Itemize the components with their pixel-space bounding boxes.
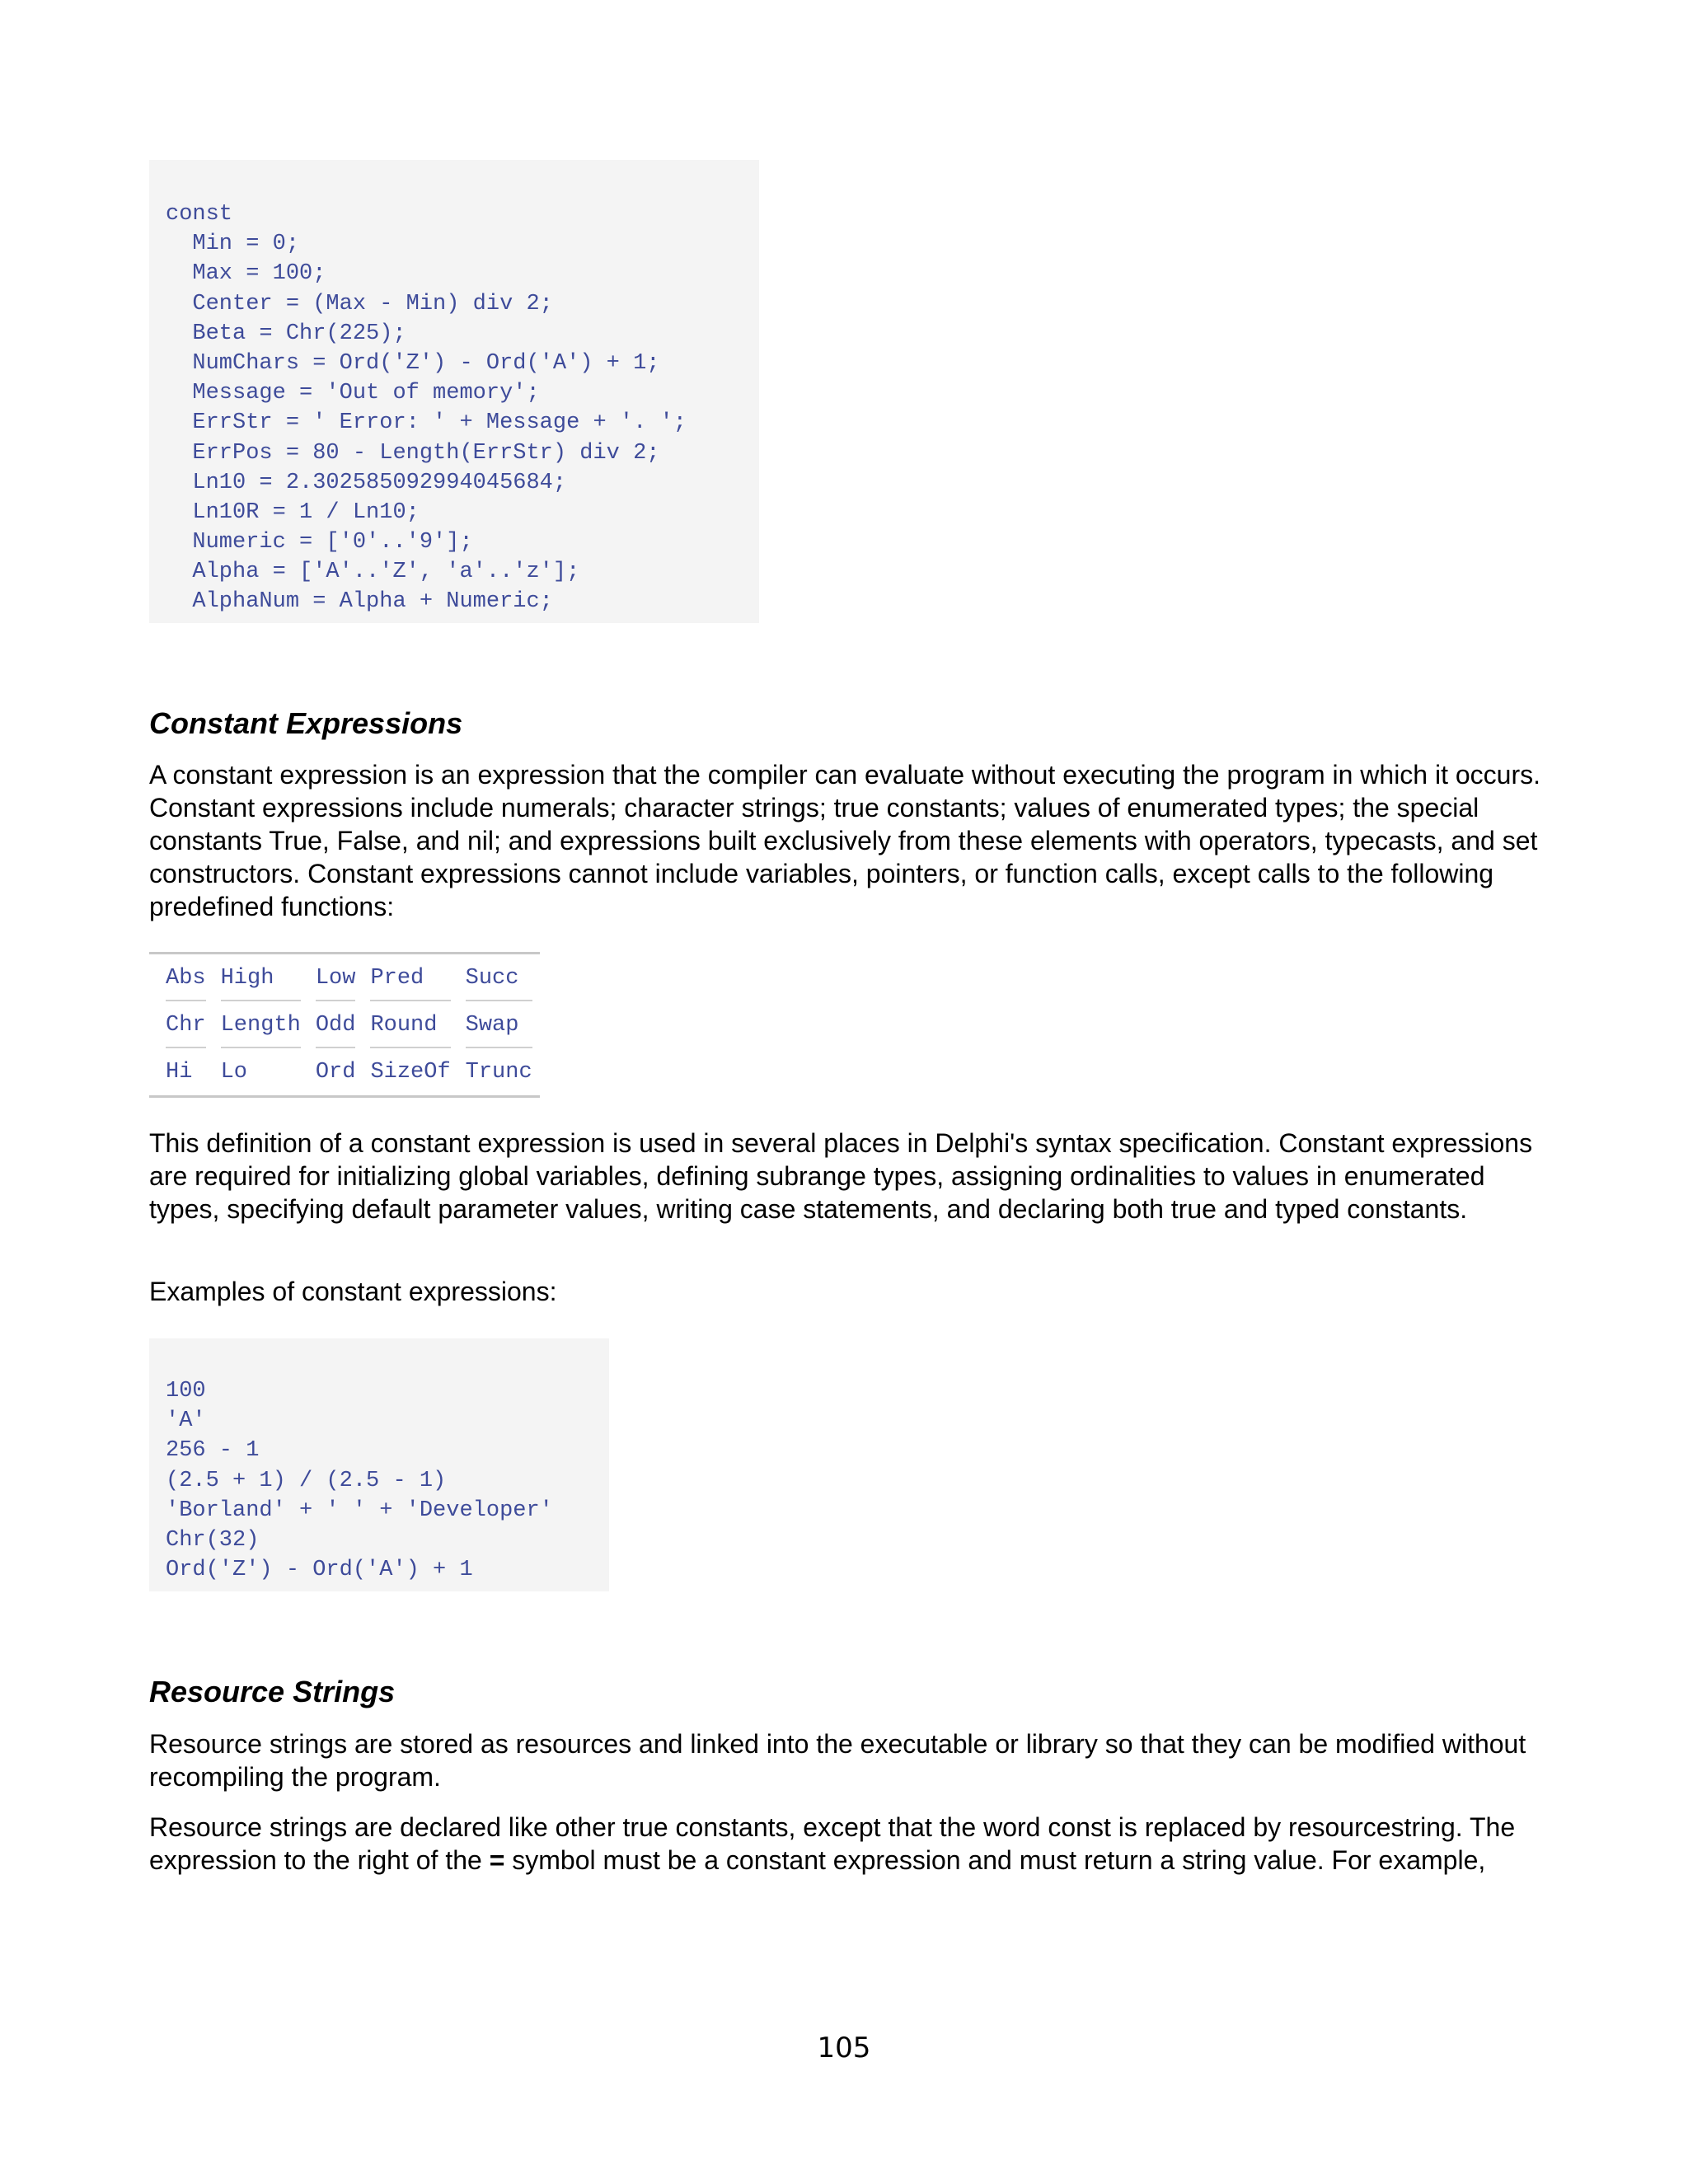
table-cell: Ord (315, 1059, 356, 1085)
table-row (149, 1001, 540, 1048)
code-line: Alpha = ['A'..'Z', 'a'..'z']; (166, 560, 580, 585)
code-line: (2.5 + 1) / (2.5 - 1) (166, 1468, 447, 1493)
section-heading-constant-expressions: Constant Expressions (149, 706, 463, 740)
paragraph-constant-expression-usage: This definition of a constant expression is used in several places in Delphi's syntax specification. Constant expressions are required for initializing global variables, defining subrange types, assigning ordinalities to values in enumerated types, specifying default parameter values, writing case statements, and declaring both true and typed constants. (149, 1128, 1533, 1224)
table-cell: Trunc (465, 1059, 532, 1085)
code-line: Numeric = ['0'..'9']; (166, 530, 473, 555)
code-line: 256 - 1 (166, 1438, 260, 1464)
paragraph-constant-expression-definition: A constant expression is an expression that the compiler can evaluate without executing the program in which it occurs. Constant expressions include numerals; character strings; true constants; values of enumerated types; the special constants True, False, and nil; and expressions built exclusively from these elements with operators, typecasts, and set constructors. Constant expressions cannot include variables, pointers, or function calls, except calls to the following predefined functions: (149, 760, 1541, 921)
table-row (149, 1048, 540, 1095)
code-block-constant-expression-examples (149, 1338, 609, 1591)
table-row (149, 954, 540, 1001)
table-cell: Chr (149, 1001, 213, 1048)
table-cell: Low (308, 954, 363, 1001)
page-number: 105 (817, 2032, 871, 2064)
paragraph-resource-strings-declaration (149, 1811, 1550, 1877)
code-line: Ln10R = 1 / Ln10; (166, 499, 420, 525)
code-line: Min = 0; (166, 232, 300, 257)
table-cell: Succ (458, 954, 540, 1001)
table-cell: Pred (363, 954, 457, 1001)
code-line: Chr(32) (166, 1527, 260, 1553)
section-heading-resource-strings: Resource Strings (149, 1675, 396, 1708)
table-cell: Length (213, 1001, 308, 1048)
table-cell: Odd (308, 1001, 363, 1048)
code-line: Max = 100; (166, 261, 326, 287)
paragraph-resource-strings-definition: Resource strings are stored as resources and linked into the executable or library so that they can be modified without recompiling the program. (149, 1729, 1526, 1792)
paragraph-text: Resource strings are declared like other true constants, except that the word const is replaced by resourcestring. The expression to the right of the (149, 1812, 1516, 1875)
paragraph-text: symbol must be a constant expression and must return a string value. For example, (504, 1845, 1486, 1875)
predefined-functions-table (149, 952, 540, 1098)
code-line: Ln10 = 2.302585092994045684; (166, 470, 567, 495)
code-block-constants (149, 160, 759, 623)
table-cell: High (213, 954, 308, 1001)
code-line: NumChars = Ord('Z') - Ord('A') + 1; (166, 350, 660, 376)
table-cell: Lo (220, 1059, 248, 1085)
table-cell: Round (363, 1001, 457, 1048)
table-cell: Abs (149, 954, 213, 1001)
table-cell: Swap (458, 1001, 540, 1048)
code-line: Ord('Z') - Ord('A') + 1 (166, 1558, 473, 1583)
code-line: AlphaNum = Alpha + Numeric; (166, 589, 553, 615)
code-line: Message = 'Out of memory'; (166, 381, 540, 406)
code-line: ErrStr = ' Error: ' + Message + '. '; (166, 410, 687, 436)
code-line: 100 (166, 1379, 206, 1404)
code-line: Center = (Max - Min) div 2; (166, 291, 553, 316)
paragraph-examples-intro: Examples of constant expressions: (149, 1277, 557, 1306)
code-line: const (166, 202, 233, 227)
table-cell: Hi (166, 1059, 193, 1085)
code-line: 'Borland' + ' ' + 'Developer' (166, 1497, 553, 1523)
code-line: Beta = Chr(225); (166, 321, 406, 346)
equals-symbol: = (489, 1845, 505, 1875)
table-cell: SizeOf (370, 1059, 451, 1085)
code-line: 'A' (166, 1408, 206, 1434)
code-line: ErrPos = 80 - Length(ErrStr) div 2; (166, 440, 660, 466)
